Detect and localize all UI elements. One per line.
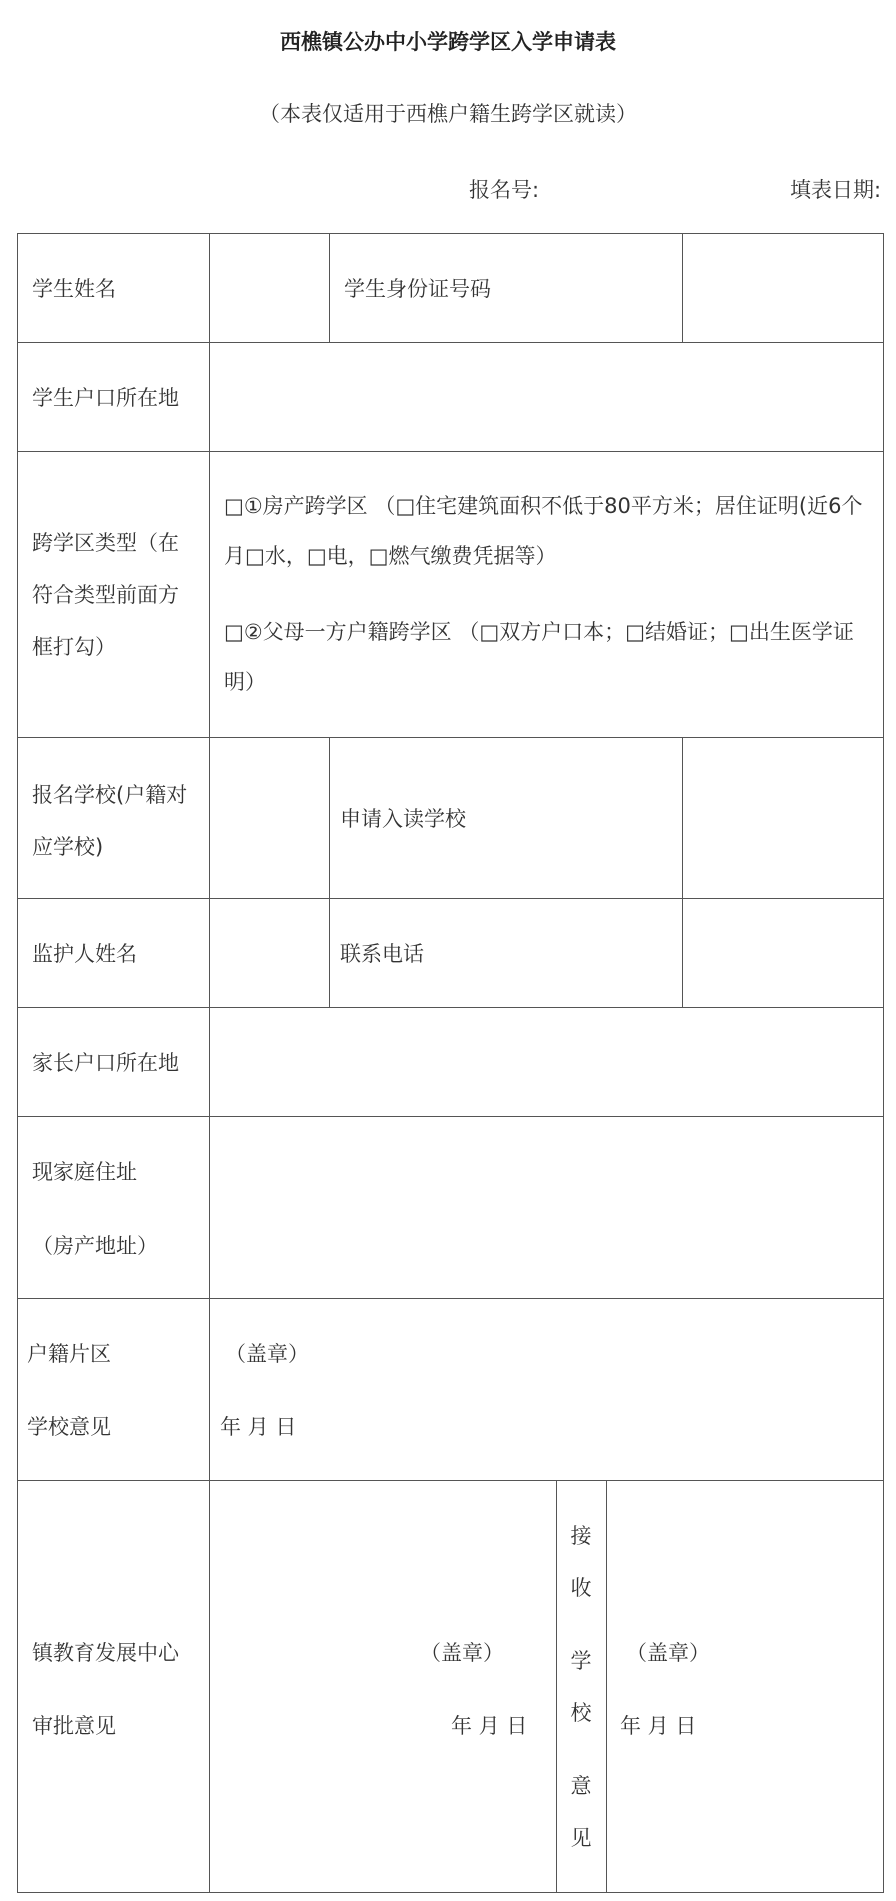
form-subtitle: （本表仅适用于西樵户籍生跨学区就读） <box>259 102 637 126</box>
table-rule <box>17 1480 883 1481</box>
student-name-label: 学生姓名 <box>32 277 116 301</box>
student-hukou-label: 学生户口所在地 <box>32 386 179 410</box>
table-column-rule <box>606 1480 607 1892</box>
district-date: 年 月 日 <box>220 1415 297 1439</box>
table-column-rule <box>329 233 330 342</box>
register-school-label-line-2: 应学校) <box>32 835 104 859</box>
receive-school-label-char: 校 <box>570 1701 592 1725</box>
district-seal: （盖章） <box>225 1342 309 1366</box>
table-rule <box>17 342 883 343</box>
center-approval-label-line-1: 镇教育发展中心 <box>32 1641 179 1665</box>
receive-school-label-char: 见 <box>570 1826 592 1850</box>
receive-school-seal: （盖章） <box>626 1641 710 1665</box>
parent-hukou-label: 家长户口所在地 <box>32 1051 179 1075</box>
center-date: 年 月 日 <box>451 1714 528 1738</box>
table-border-bottom <box>17 1892 883 1893</box>
option-parent-hukou-cross-district: □②父母一方户籍跨学区 （□双方户口本；□结婚证；□出生医学证明） <box>224 620 854 694</box>
form-title: 西樵镇公办中小学跨学区入学申请表 <box>280 30 616 54</box>
table-column-rule <box>682 737 683 1007</box>
type-label-line-3: 框打勾） <box>32 635 116 659</box>
table-rule <box>17 451 883 452</box>
table-column-rule <box>556 1480 557 1892</box>
district-school-label-line-2: 学校意见 <box>27 1415 111 1439</box>
guardian-name-label: 监护人姓名 <box>32 942 137 966</box>
receive-school-label-char: 意 <box>570 1774 592 1798</box>
table-border-right <box>883 233 884 1893</box>
apply-school-label: 申请入读学校 <box>340 807 466 831</box>
type-label-line-1: 跨学区类型（在 <box>32 531 179 555</box>
student-id-label: 学生身份证号码 <box>344 277 491 301</box>
table-column-rule <box>682 233 683 342</box>
center-seal: （盖章） <box>420 1641 504 1665</box>
fill-date-label: 填表日期: <box>790 178 882 202</box>
table-column-rule <box>329 737 330 1007</box>
home-address-label: 现家庭住址 <box>32 1160 137 1184</box>
type-label-line-2: 符合类型前面方 <box>32 583 179 607</box>
table-border-top <box>17 233 883 234</box>
table-rule <box>17 1116 883 1117</box>
register-school-label-line-1: 报名学校(户籍对 <box>32 783 188 807</box>
center-approval-label-line-2: 审批意见 <box>32 1714 116 1738</box>
table-column-rule <box>209 233 210 1893</box>
receive-school-label-char: 接 <box>570 1524 592 1548</box>
table-rule <box>17 737 883 738</box>
property-address-label: （房产地址） <box>32 1234 158 1258</box>
receive-school-label-char: 收 <box>570 1576 592 1600</box>
option-property-cross-district: □①房产跨学区 （□住宅建筑面积不低于80平方米；居住证明(近6个月□水，□电，□燃气缴费凭据等） <box>224 494 863 568</box>
table-rule <box>17 1298 883 1299</box>
receive-school-date: 年 月 日 <box>620 1714 697 1738</box>
table-rule <box>17 1007 883 1008</box>
district-school-label-line-1: 户籍片区 <box>27 1342 111 1366</box>
phone-label: 联系电话 <box>340 942 424 966</box>
table-border-left <box>17 233 18 1893</box>
table-rule <box>17 898 883 899</box>
registration-no-label: 报名号: <box>469 178 540 202</box>
receive-school-label-char: 学 <box>570 1649 592 1673</box>
